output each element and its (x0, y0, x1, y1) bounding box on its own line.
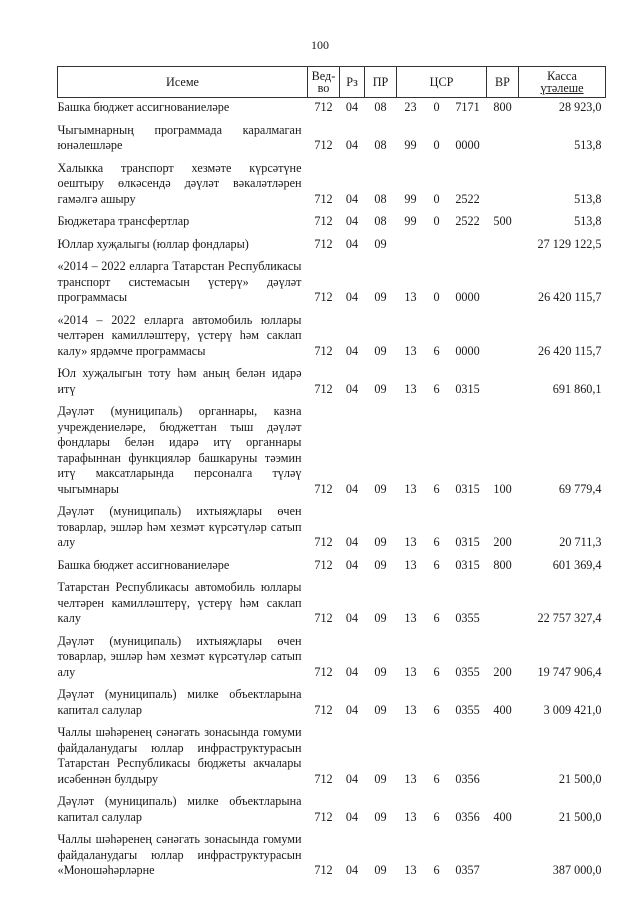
row-csr-1: 13 (404, 611, 417, 625)
row-rz: 04 (345, 214, 359, 228)
row-ved: 712 (314, 664, 333, 679)
row-name: Бюджетара трансфертлар (57, 214, 190, 228)
row-csr-1: 13 (404, 535, 417, 549)
row-csr-3: 0315 (455, 481, 480, 496)
row-name: Юл хуҗалыгын тоту һәм аның белән идарә итү (57, 366, 302, 396)
row-ved: 712 (314, 557, 333, 572)
row-csr-1 (397, 233, 425, 256)
row-csr-1: 13 (404, 481, 417, 496)
row-pr: 09 (374, 381, 387, 396)
row-name: Башка бюджет ассигнованиеләре (57, 100, 230, 114)
table-row (58, 721, 606, 790)
row-vr: 500 (493, 214, 512, 228)
row-csr-3: 0000 (455, 290, 480, 304)
row-pr: 09 (374, 535, 387, 549)
row-ved: 712 (314, 236, 333, 251)
header-ved-line1: Вед- (311, 68, 336, 83)
table-header-row (58, 67, 606, 98)
table-row (58, 630, 606, 684)
row-rz: 04 (345, 191, 359, 206)
row-amount: 20 711,3 (559, 535, 602, 549)
row-csr-2: 0 (433, 290, 440, 304)
row-csr-2: 0 (433, 191, 440, 206)
row-csr-3 (449, 233, 487, 256)
row-pr: 09 (374, 702, 387, 717)
row-vr: 100 (493, 481, 512, 496)
row-ved: 712 (314, 290, 333, 304)
row-name: Чаллы шәһәренең сәнәгать зонасында гомуми файдаланудагы юллар инфраструктурасын Татарстан Республикасы бюджеты акчалары исәбеннән булдыру (57, 725, 302, 786)
header-ved (308, 67, 340, 98)
row-name: Чаллы шәһәренең сәнәгать зонасында гомуми файдаланудагы юллар инфраструктурасын «Моношәһәрләрне (57, 832, 302, 877)
row-csr-1: 13 (404, 771, 417, 786)
header-rz: Рз (340, 67, 365, 98)
row-csr-3: 2522 (455, 191, 480, 206)
row-pr: 09 (374, 236, 387, 251)
page-number: 100 (311, 38, 329, 52)
row-rz: 04 (345, 290, 359, 304)
row-rz: 04 (345, 535, 359, 549)
row-csr-2: 6 (433, 863, 440, 877)
header-kassa-line1: Касса (547, 68, 577, 83)
row-pr: 09 (374, 771, 387, 786)
row-ved: 712 (314, 343, 333, 358)
row-rz: 04 (345, 481, 359, 496)
row-csr-1: 13 (404, 381, 417, 396)
row-vr (487, 362, 519, 400)
row-ved: 712 (314, 138, 333, 152)
row-csr-2: 6 (433, 343, 440, 358)
row-name: Татарстан Республикасы автомобиль юллары челтәрен камилләштерү, үстерү һәм саклап калу (57, 580, 302, 625)
row-vr: 200 (493, 535, 512, 549)
row-ved: 712 (314, 100, 333, 114)
row-amount: 21 500,0 (558, 771, 602, 786)
row-csr-3: 7171 (455, 100, 480, 114)
row-rz: 04 (345, 702, 359, 717)
row-ved: 712 (314, 809, 333, 824)
row-ved: 712 (314, 611, 333, 625)
row-csr-3: 0355 (455, 611, 480, 625)
row-csr-1: 13 (404, 863, 417, 877)
row-vr (487, 721, 519, 790)
row-amount: 387 000,0 (552, 863, 602, 877)
row-name: «2014 – 2022 елларга автомобиль юллары челтәрен камилләштерү, үстерү һәм саклап калу» ярдәмче программасы (57, 312, 302, 358)
row-csr-1: 13 (404, 557, 417, 572)
row-amount: 21 500,0 (558, 809, 602, 824)
row-csr-2: 6 (433, 481, 440, 496)
row-amount: 27 129 122,5 (537, 236, 602, 251)
row-csr-2: 0 (433, 100, 440, 114)
table-row (58, 309, 606, 363)
row-pr: 09 (374, 611, 387, 625)
row-csr-3: 0315 (455, 557, 480, 572)
row-csr-3: 0000 (455, 138, 480, 152)
row-csr-1: 13 (404, 664, 417, 679)
row-rz: 04 (345, 771, 359, 786)
row-name: Башка бюджет ассигнованиеләре (57, 557, 230, 572)
row-amount: 26 420 115,7 (537, 343, 602, 358)
row-rz: 04 (345, 863, 359, 877)
row-amount: 601 369,4 (552, 557, 602, 572)
header-name: Исеме (58, 67, 308, 98)
row-csr-1: 99 (404, 138, 417, 152)
row-pr: 09 (374, 809, 387, 824)
row-name: Халыкка транспорт хезмәте күрсәтүне оештыру өлкәсендә дәүләт вәкаләтләрен гамәлгә ашыру (57, 160, 302, 206)
row-csr-3: 0355 (455, 702, 480, 717)
row-rz: 04 (345, 809, 359, 824)
row-csr-1: 23 (404, 100, 417, 114)
table-row (58, 554, 606, 577)
row-vr (487, 119, 519, 157)
table-row (58, 233, 606, 256)
row-vr: 400 (493, 702, 512, 717)
row-amount: 513,8 (574, 214, 602, 228)
row-pr: 09 (374, 664, 387, 679)
header-ved-line2: во (317, 81, 330, 95)
row-csr-2: 6 (433, 809, 440, 824)
row-rz: 04 (345, 138, 359, 152)
row-amount: 513,8 (574, 191, 602, 206)
row-amount: 513,8 (574, 138, 602, 152)
row-rz: 04 (345, 611, 359, 625)
row-vr: 800 (493, 557, 512, 572)
row-rz: 04 (345, 100, 359, 114)
row-rz: 04 (345, 236, 359, 251)
row-rz: 04 (345, 381, 359, 396)
row-name: Дәүләт (муниципаль) органнары, казна учреждениеләре, бюджеттан тыш дәүләт фондлары белән идарә итү органнары тарафыннан функцияләр башкаруны тәэмин итү максатларында персоналга түләү чыгымнары (57, 404, 302, 496)
row-name: Чыгымнарның программада каралмаган юнәлешләре (57, 122, 302, 152)
header-csr: ЦСР (397, 67, 487, 98)
row-pr: 09 (374, 290, 387, 304)
header-kassa-line2: үтәлеше (540, 81, 584, 95)
row-csr-3: 2522 (455, 214, 480, 228)
row-vr (487, 157, 519, 211)
row-csr-1: 13 (404, 343, 417, 358)
row-name: Юллар хуҗалыгы (юллар фондлары) (57, 236, 249, 251)
row-vr: 400 (493, 809, 512, 824)
budget-table (57, 66, 606, 882)
row-vr (487, 828, 519, 882)
row-ved: 712 (314, 481, 333, 496)
row-csr-2 (425, 233, 449, 256)
row-ved: 712 (314, 702, 333, 717)
row-csr-2: 6 (433, 557, 440, 572)
row-pr: 09 (374, 863, 387, 877)
row-rz: 04 (345, 664, 359, 679)
row-csr-1: 99 (404, 214, 417, 228)
row-csr-1: 99 (404, 191, 417, 206)
row-vr: 200 (493, 664, 512, 679)
table-row (58, 119, 606, 157)
row-vr (487, 255, 519, 309)
row-vr: 800 (493, 100, 512, 114)
row-csr-3: 0315 (455, 535, 480, 549)
table-row (58, 683, 606, 721)
row-ved: 712 (314, 381, 333, 396)
header-vr: ВР (487, 67, 519, 98)
row-vr (487, 233, 519, 256)
table-row (58, 790, 606, 828)
row-csr-1: 13 (404, 702, 417, 717)
row-amount: 28 923,0 (558, 100, 602, 114)
row-vr (487, 576, 519, 630)
row-csr-2: 0 (433, 138, 440, 152)
row-amount: 3 009 421,0 (543, 702, 602, 717)
row-amount: 26 420 115,7 (537, 290, 602, 304)
row-csr-2: 6 (433, 664, 440, 679)
row-csr-2: 6 (433, 535, 440, 549)
row-csr-3: 0000 (455, 343, 480, 358)
row-ved: 712 (314, 535, 333, 549)
row-csr-3: 0356 (455, 771, 480, 786)
table-row (58, 362, 606, 400)
row-name: Дәүләт (муниципаль) ихтыяҗлары өчен товарлар, эшләр һәм хезмәт күрсәтүләр сатып алу (57, 633, 302, 679)
row-name: Дәүләт (муниципаль) ихтыяҗлары өчен товарлар, эшләр һәм хезмәт күрсәтүләр сатып алу (57, 504, 302, 549)
row-pr: 09 (374, 481, 387, 496)
row-ved: 712 (314, 863, 333, 877)
table-row (58, 500, 606, 554)
row-csr-2: 6 (433, 702, 440, 717)
row-csr-3: 0355 (455, 664, 480, 679)
row-name: «2014 – 2022 елларга Татарстан Республикасы транспорт системасын үстерү» дәүләт программасы (57, 259, 302, 304)
row-amount: 691 860,1 (552, 381, 602, 396)
row-amount: 22 757 327,4 (537, 611, 602, 625)
row-pr: 08 (374, 191, 387, 206)
row-csr-2: 0 (433, 214, 440, 228)
row-pr: 08 (374, 100, 387, 114)
row-name: Дәүләт (муниципаль) милке объектларына капитал салулар (57, 687, 302, 717)
row-vr (487, 309, 519, 363)
row-csr-3: 0315 (455, 381, 480, 396)
row-pr: 08 (374, 214, 387, 228)
table-row (58, 210, 606, 233)
row-csr-3: 0356 (455, 809, 480, 824)
header-pr: ПР (365, 67, 397, 98)
row-ved: 712 (314, 771, 333, 786)
row-csr-2: 6 (433, 381, 440, 396)
table-row (58, 157, 606, 211)
row-csr-1: 13 (404, 809, 417, 824)
row-rz: 04 (345, 557, 359, 572)
row-amount: 69 779,4 (558, 481, 602, 496)
row-csr-2: 6 (433, 611, 440, 625)
row-amount: 19 747 906,4 (537, 664, 602, 679)
row-csr-2: 6 (433, 771, 440, 786)
table-row (58, 400, 606, 500)
row-ved: 712 (314, 214, 333, 228)
row-rz: 04 (345, 343, 359, 358)
row-pr: 09 (374, 343, 387, 358)
table-row (58, 828, 606, 882)
table-row (58, 98, 606, 119)
row-pr: 08 (374, 138, 387, 152)
row-csr-3: 0357 (455, 863, 480, 877)
table-row (58, 576, 606, 630)
row-name: Дәүләт (муниципаль) милке объектларына капитал салулар (57, 794, 302, 824)
table-row (58, 255, 606, 309)
row-pr: 09 (374, 557, 387, 572)
row-ved: 712 (314, 191, 333, 206)
row-csr-1: 13 (404, 290, 417, 304)
header-kassa (519, 67, 606, 98)
